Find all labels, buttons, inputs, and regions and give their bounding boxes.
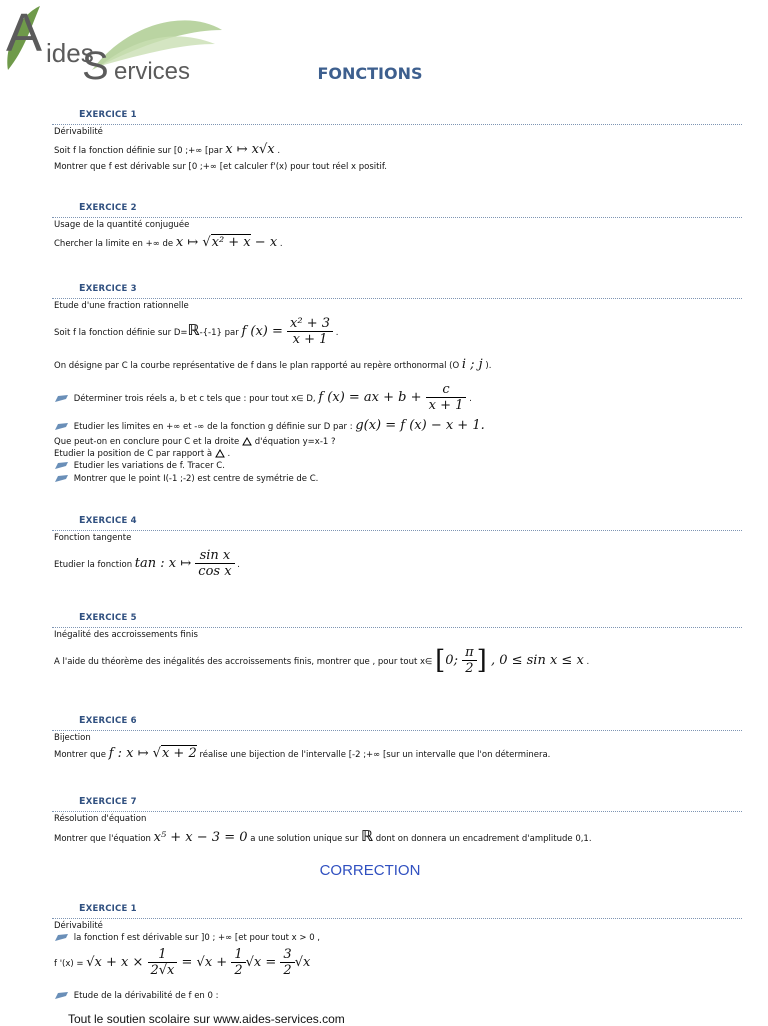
exercise-4-subtitle: Fonction tangente	[54, 533, 132, 543]
exercise-3-decomposition: f (x) = ax + b + $\frac{c}{x + 1}$	[318, 390, 466, 405]
exercise-1-question: Montrer que f est dérivable sur [0 ;+∞ [et calculer f'(x) pour tout réel x positif.	[54, 162, 387, 172]
exercise-1-statement: Soit f la fonction définie sur [0 ;+∞ [par x ↦ x√x .	[54, 142, 281, 157]
correction-exercise-1-label: EXERCICE 1	[79, 903, 137, 914]
correction-line-2: Etude de la dérivabilité de f en 0 :	[54, 991, 219, 1001]
logo-letter-a: A	[6, 3, 43, 63]
exercise-6-function: f : x ↦ √x + 2	[108, 746, 197, 761]
exercise-7-label: EXERCICE 7	[79, 796, 137, 807]
divider	[52, 217, 742, 218]
logo-letter-s: S	[82, 44, 109, 88]
exercise-1-label: EXERCICE 1	[79, 109, 137, 120]
footer-link-text: Tout le soutien scolaire sur www.aides-services.com	[68, 1012, 345, 1026]
real-numbers-symbol: ℝ	[361, 827, 374, 845]
divider	[52, 530, 742, 531]
exercise-5-statement: A l'aide du théorème des inégalités des accroissements finis, montrer que , pour tout x∈ [0; $\frac{\pi}{2}$ ] , 0 ≤ sin x ≤ x .	[54, 645, 590, 676]
correction-title: CORRECTION	[319, 862, 421, 879]
exercise-3-statement: Soit f la fonction définie sur D=ℝ-{-1} par f (x) = $\frac{\text{x² + 3}}{x + 1}$ .	[54, 316, 339, 347]
exercise-3-subtitle: Etude d'une fraction rationnelle	[54, 301, 189, 311]
exercise-4-tan-function: tan : x ↦ $\frac{\text{sin x}}{\text{cos x}}$	[135, 556, 235, 571]
exercise-4-label: EXERCICE 4	[79, 515, 137, 526]
exercise-5-label: EXERCICE 5	[79, 612, 137, 623]
exercise-6-label: EXERCICE 6	[79, 715, 137, 726]
exercise-3-question-3: Que peut-on en conclure pour C et la droite d'équation y=x-1 ?	[54, 437, 336, 447]
correction-derivative: f '(x) = √x + x × $\frac{1}{2√x}$ = √x + $\frac{1}{2}$ √x = $\frac{3}{2}$ √x	[54, 947, 311, 978]
exercise-6-subtitle: Bijection	[54, 733, 91, 743]
divider	[52, 124, 742, 125]
real-numbers-symbol: ℝ	[187, 321, 200, 339]
pen-bullet-icon	[54, 394, 69, 403]
delta-icon	[242, 437, 252, 446]
exercise-3-question-1: Déterminer trois réels a, b et c tels que : pour tout x∈ D, f (x) = ax + b + $\frac{c}{x + 1}$ .	[54, 382, 472, 413]
pen-bullet-icon	[54, 933, 69, 942]
delta-icon	[215, 449, 225, 458]
divider	[52, 730, 742, 731]
exercise-1-math: x ↦ x√x	[225, 142, 275, 157]
exercise-7-statement: Montrer que l'équation x⁵ + x − 3 = 0 a une solution unique sur ℝ dont on donnera un encadrement d'amplitude 0,1.	[54, 827, 592, 845]
exercise-7-subtitle: Résolution d'équation	[54, 814, 147, 824]
correction-subtitle: Dérivabilité	[54, 921, 103, 931]
pen-bullet-icon	[54, 461, 69, 470]
correction-line-1: la fonction f est dérivable sur ]0 ; +∞ [et pour tout x > 0 ,	[54, 933, 320, 943]
exercise-2-math: x ↦ √x² + x − x	[175, 235, 278, 250]
divider	[52, 627, 742, 628]
exercise-4-statement: Etudier la fonction tan : x ↦ $\frac{\text{sin x}}{\text{cos x}}$ .	[54, 548, 240, 579]
vectors-i-j: i ; j	[461, 357, 483, 372]
divider	[52, 298, 742, 299]
exercise-6-statement: Montrer que f : x ↦ √x + 2 réalise une bijection de l'intervalle [-2 ;+∞ [sur un intervalle que l'on déterminera.	[54, 746, 551, 761]
exercise-3-g-function: g(x) = f (x) − x + 1.	[355, 418, 485, 433]
correction-derivative-formula: √x + x × $\frac{1}{2√x}$ = √x + $\frac{1}{2}$ √x = $\frac{3}{2}$ √x	[86, 947, 311, 978]
exercise-2-subtitle: Usage de la quantité conjuguée	[54, 220, 190, 230]
exercise-3-question-6: Montrer que le point I(-1 ;-2) est centre de symétrie de C.	[54, 474, 318, 484]
exercise-2-label: EXERCICE 2	[79, 202, 137, 213]
exercise-3-curve-statement: On désigne par C la courbe représentative de f dans le plan rapporté au repère orthonormal (O i ; j ).	[54, 357, 492, 372]
logo-word-ervices: ervices	[114, 58, 191, 85]
divider	[52, 918, 742, 919]
pen-bullet-icon	[54, 422, 69, 431]
exercise-3-question-4: Etudier la position de C par rapport à .	[54, 449, 231, 459]
exercise-7-equation: x⁵ + x − 3 = 0	[153, 830, 248, 845]
logo-word-ides: ides	[46, 38, 94, 68]
exercise-3-label: EXERCICE 3	[79, 283, 137, 294]
exercise-3-question-5: Etudier les variations de f. Tracer C.	[54, 461, 225, 471]
exercise-3-question-2: Etudier les limites en +∞ et -∞ de la fonction g définie sur D par : g(x) = f (x) − x + 1.	[54, 418, 485, 433]
pen-bullet-icon	[54, 991, 69, 1000]
exercise-3-function: f (x) = $\frac{\text{x² + 3}}{x + 1}$	[241, 324, 333, 339]
exercise-5-inequality: [0; $\frac{\pi}{2}$ ] , 0 ≤ sin x ≤ x	[435, 645, 584, 676]
pen-bullet-icon	[54, 474, 69, 483]
exercise-2-statement: Chercher la limite en +∞ de x ↦ √x² + x − x .	[54, 235, 283, 250]
exercise-5-subtitle: Inégalité des accroissements finis	[54, 630, 198, 640]
exercise-1-subtitle: Dérivabilité	[54, 127, 103, 137]
divider	[52, 811, 742, 812]
page-title: FONCTIONS	[317, 64, 423, 83]
